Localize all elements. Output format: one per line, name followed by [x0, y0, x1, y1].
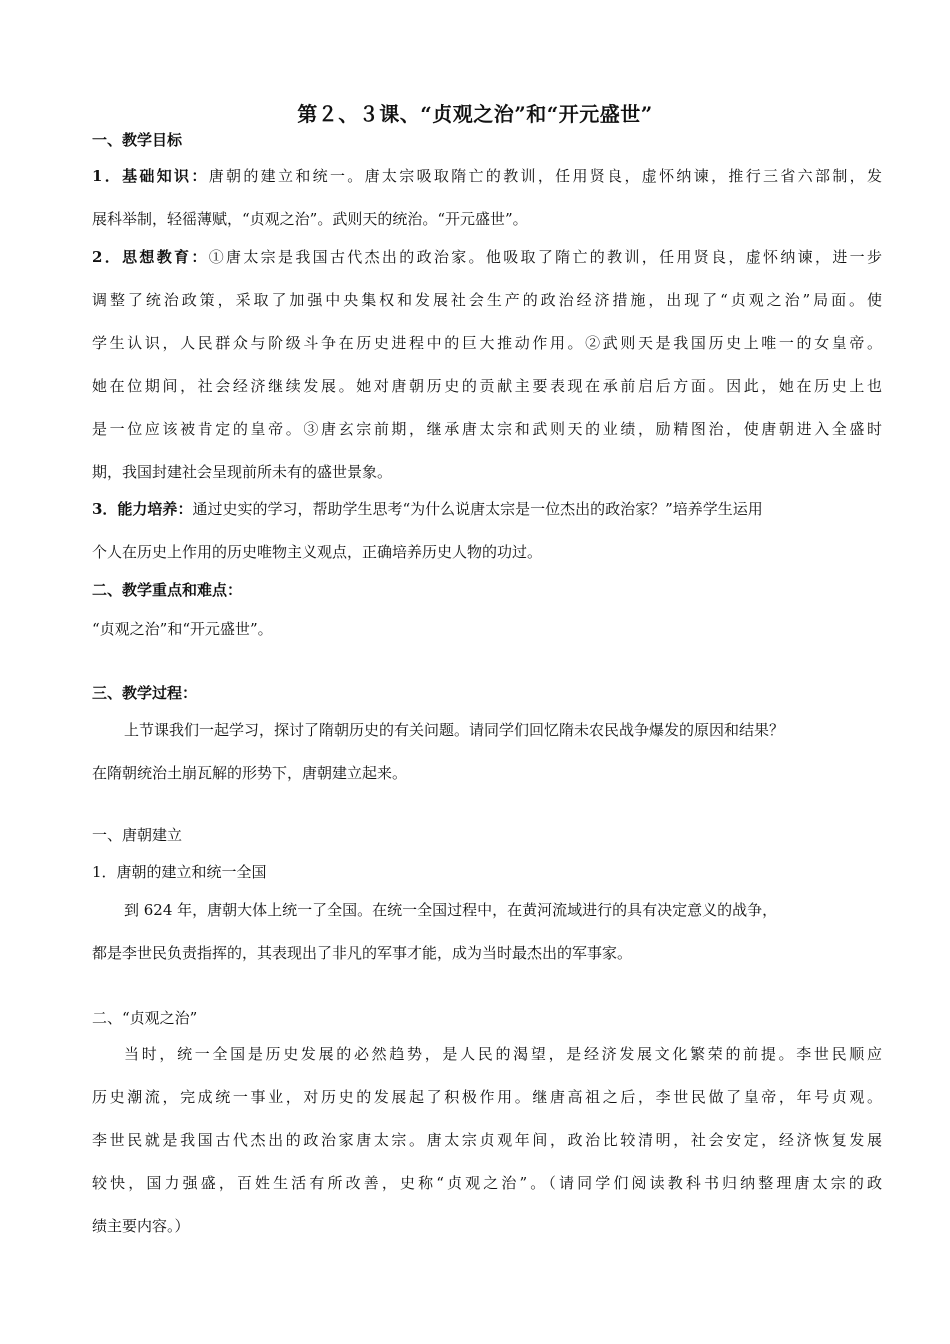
paragraph-line: 是一位应该被肯定的皇帝。③唐玄宗前期，继承唐太宗和武则天的业绩，励精图治，使唐朝进入全盛时: [92, 420, 882, 438]
paragraph-line: 上节课我们一起学习，探讨了隋朝历史的有关问题。请同学们回忆隋未农民战争爆发的原因和结果？: [124, 721, 785, 739]
paragraph-line: 在隋朝统治土崩瓦解的形势下，唐朝建立起来。: [92, 764, 408, 782]
subsection-heading-zhenguan: 二、“贞观之治”: [92, 1009, 198, 1027]
paragraph-line: 展科举制，轻徭薄赋，“贞观之治”。武则天的统治。“开元盛世”。: [92, 210, 528, 228]
item-label: 1．基础知识：: [92, 167, 209, 185]
section-heading-objectives: 一、教学目标: [92, 131, 183, 149]
objective-basic-knowledge: [92, 166, 882, 186]
item-label: 3．能力培养：: [92, 500, 193, 518]
paragraph-line: 学生认识，人民群众与阶级斗争在历史进程中的巨大推动作用。②武则天是我国历史上唯一的女皇帝。: [92, 334, 882, 352]
section-heading-process: 三、教学过程：: [92, 684, 198, 702]
paragraph-line: 通过史实的学习，帮助学生思考“为什么说唐太宗是一位杰出的政治家？”培养学生运用: [192, 500, 763, 518]
subsection-heading-tang-founding: 一、唐朝建立: [92, 826, 183, 844]
item-label: 2．思想教育：: [92, 248, 209, 266]
paragraph-line: ①唐太宗是我国古代杰出的政治家。他吸取了隋亡的教训，任用贤良，虚怀纳谏，进一步: [208, 248, 882, 266]
paragraph-line: 她在位期间，社会经济继续发展。她对唐朝历史的贡献主要表现在承前启后方面。因此，她在历史上也: [92, 377, 882, 395]
paragraph-line: 当时，统一全国是历史发展的必然趋势，是人民的渴望，是经济发展文化繁荣的前提。李世民顺应: [124, 1045, 882, 1063]
key-points-text: “贞观之治”和“开元盛世”。: [92, 620, 273, 638]
paragraph-line: 个人在历史上作用的历史唯物主义观点，正确培养历史人物的功过。: [92, 543, 543, 561]
section-heading-key-points: 二、教学重点和难点：: [92, 581, 243, 599]
paragraph-line: 历史潮流，完成统一事业，对历史的发展起了积极作用。继唐高祖之后，李世民做了皇帝，年号贞观。: [92, 1088, 882, 1106]
subsection-sub-heading: 1．唐朝的建立和统一全国: [92, 863, 267, 881]
objective-ideology: [92, 247, 882, 267]
page-title: 第２、３课、“贞观之治”和“开元盛世”: [297, 102, 653, 126]
paragraph-line: 绩主要内容。）: [92, 1217, 190, 1235]
objective-ability: [92, 499, 882, 519]
paragraph-line: 调整了统治政策，采取了加强中央集权和发展社会生产的政治经济措施，出现了“贞观之治”局面。使: [92, 291, 882, 309]
paragraph-line: 到 624 年，唐朝大体上统一了全国。在统一全国过程中，在黄河流域进行的具有决定意义的战争，: [124, 901, 778, 919]
paragraph-line: 较快，国力强盛，百姓生活有所改善，史称“贞观之治”。（请同学们阅读教科书归纳整理唐太宗的政: [92, 1174, 882, 1192]
paragraph-line: 都是李世民负责指挥的，其表现出了非凡的军事才能，成为当时最杰出的军事家。: [92, 944, 633, 962]
paragraph-line: 李世民就是我国古代杰出的政治家唐太宗。唐太宗贞观年间，政治比较清明，社会安定，经济恢复发展: [92, 1131, 882, 1149]
paragraph-line: 期，我国封建社会呈现前所未有的盛世景象。: [92, 463, 393, 481]
paragraph-line: 唐朝的建立和统一。唐太宗吸取隋亡的教训，任用贤良，虚怀纳谏，推行三省六部制，发: [208, 167, 882, 185]
